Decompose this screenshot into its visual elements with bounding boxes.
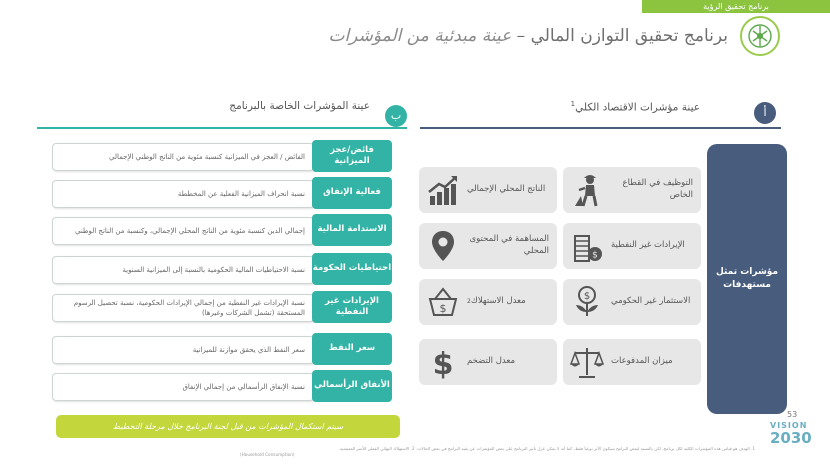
indicator-row-gov-reserves [52,253,392,285]
balance-scale-icon [569,344,605,380]
coins-icon [569,228,605,264]
indicator-description: نسبة انحراف الميزانية الفعلية عن المخططة [52,180,314,208]
section-b-title: عينة المؤشرات الخاصة بالبرنامج [229,100,370,112]
tile-label: معدل التضخم [467,356,516,367]
money-plant-icon [569,284,605,320]
indicator-tag: فائض/عجز الميزانية [312,140,392,172]
svg-text:$: $ [583,291,591,302]
worker-icon [569,172,605,208]
indicator-row-oil-price [52,333,392,365]
indicator-row-spending-efficiency [52,177,392,209]
tile-label: التوظيف في القطاع الخاص [622,178,693,200]
indicator-tag: الإيرادات غير النفطية [312,291,392,323]
indicator-row-fiscal-sustainability [52,214,392,246]
section-a-badge: أ [754,102,776,124]
indicator-row-capital-spending [52,370,392,402]
tile-consumption-rate [419,279,557,325]
page-title [328,26,728,46]
indicator-tag: احتياطيات الحكومة [312,253,392,285]
indicator-description: سعر النفط الذي يحقق موازنة للميزانية [52,336,314,364]
tile-inflation-rate [419,339,557,385]
section-b-divider [37,127,407,129]
page-title-main: برنامج تحقيق التوازن المالي – [516,26,728,46]
tile-label: الناتج المحلي الإجمالي [467,184,546,195]
indicator-row-non-oil-revenue [52,291,392,323]
indicator-tag: فعالية الإنفاق [312,177,392,209]
section-a-divider [420,127,781,129]
indicator-description: الفائض / العجز في الميزانية كنسبة مئوية من الناتج الوطني الإجمالي [52,143,314,171]
tile-local-content [419,223,557,269]
tile-label: معدل الاستهلاك 2 [467,296,526,307]
footnote-english: (Household Consumption) [240,452,295,457]
location-pin-icon [425,228,461,264]
tile-private-employment [563,167,701,213]
indicator-description: نسبة الاحتياطيات المالية الحكومية بالنسبة إلى الميزانية السنوية [52,256,314,284]
section-b-badge: ب [385,105,407,127]
tile-label: المساهمة في المحتوى المحلي [469,234,549,256]
svg-text:$: $ [592,250,598,261]
indicator-description: إجمالي الدين كنسبة مئوية من الناتج المحلي الإجمالي، وكنسبة من الناتج الوطني [52,217,314,245]
indicator-tag: الاستدامة المالية [312,214,392,246]
svg-text:$: $ [432,347,454,380]
program-logo-icon [740,16,780,56]
dollar-icon [425,344,461,380]
planning-note: سيتم استكمال المؤشرات من قبل لجنة البرنامج خلال مرحلة التخطيط [56,415,400,438]
tile-label: الاستثمار غير الحكومي [611,296,691,307]
target-indicators-label: مؤشرات تمثل مستهدفات [707,144,787,414]
section-a-title: عينة مؤشرات الاقتصاد الكلي$^1$ [570,100,700,114]
tile-gdp [419,167,557,213]
vision-year: 2030 [770,429,812,447]
vision-2030-logo [770,421,822,446]
footnote: 1. الهدف هو قياس هذه المؤشرات الكلية لكل برنامج، لكن بالنسبة لبعض البرامج سيكون الأثر نوعياً فقط، كما أنه لا يمكن عزل تأثير البرنامج على بعض المؤشرات عن بقية البرامج في بعض الحالات. 2. الاستهلاك النهائي الفعلي للأسر المعيشية [339,446,755,451]
page-title-sub: عينة مبدئية من المؤشرات [328,26,512,46]
growth-chart-icon [425,172,461,208]
svg-text:$: $ [439,302,447,315]
page-number: 53 [787,410,798,419]
tile-label: الإيرادات غير النفطية [611,240,685,251]
vision-label: VISION [770,421,808,430]
indicator-tag: الأنفاق الرأسمالي [312,370,392,402]
indicator-description: نسبة الإيرادات غير النفطية من إجمالي الإيرادات الحكومية، نسبة تحصيل الرسوم المستحقة (تشمل الشركات وغيرها) [52,294,314,322]
basket-icon [425,284,461,320]
indicator-row-budget-balance [52,140,392,172]
tile-balance-of-payments [563,339,701,385]
indicator-description: نسبة الإنفاق الرأسمالي من إجمالي الإنفاق [52,373,314,401]
program-top-bar: برنامج تحقيق الرؤية [642,0,830,13]
tile-label: ميزان المدفوعات [611,356,673,367]
indicator-tag: سعر النفط [312,333,392,365]
tile-non-gov-investment [563,279,701,325]
tile-non-oil-revenue [563,223,701,269]
